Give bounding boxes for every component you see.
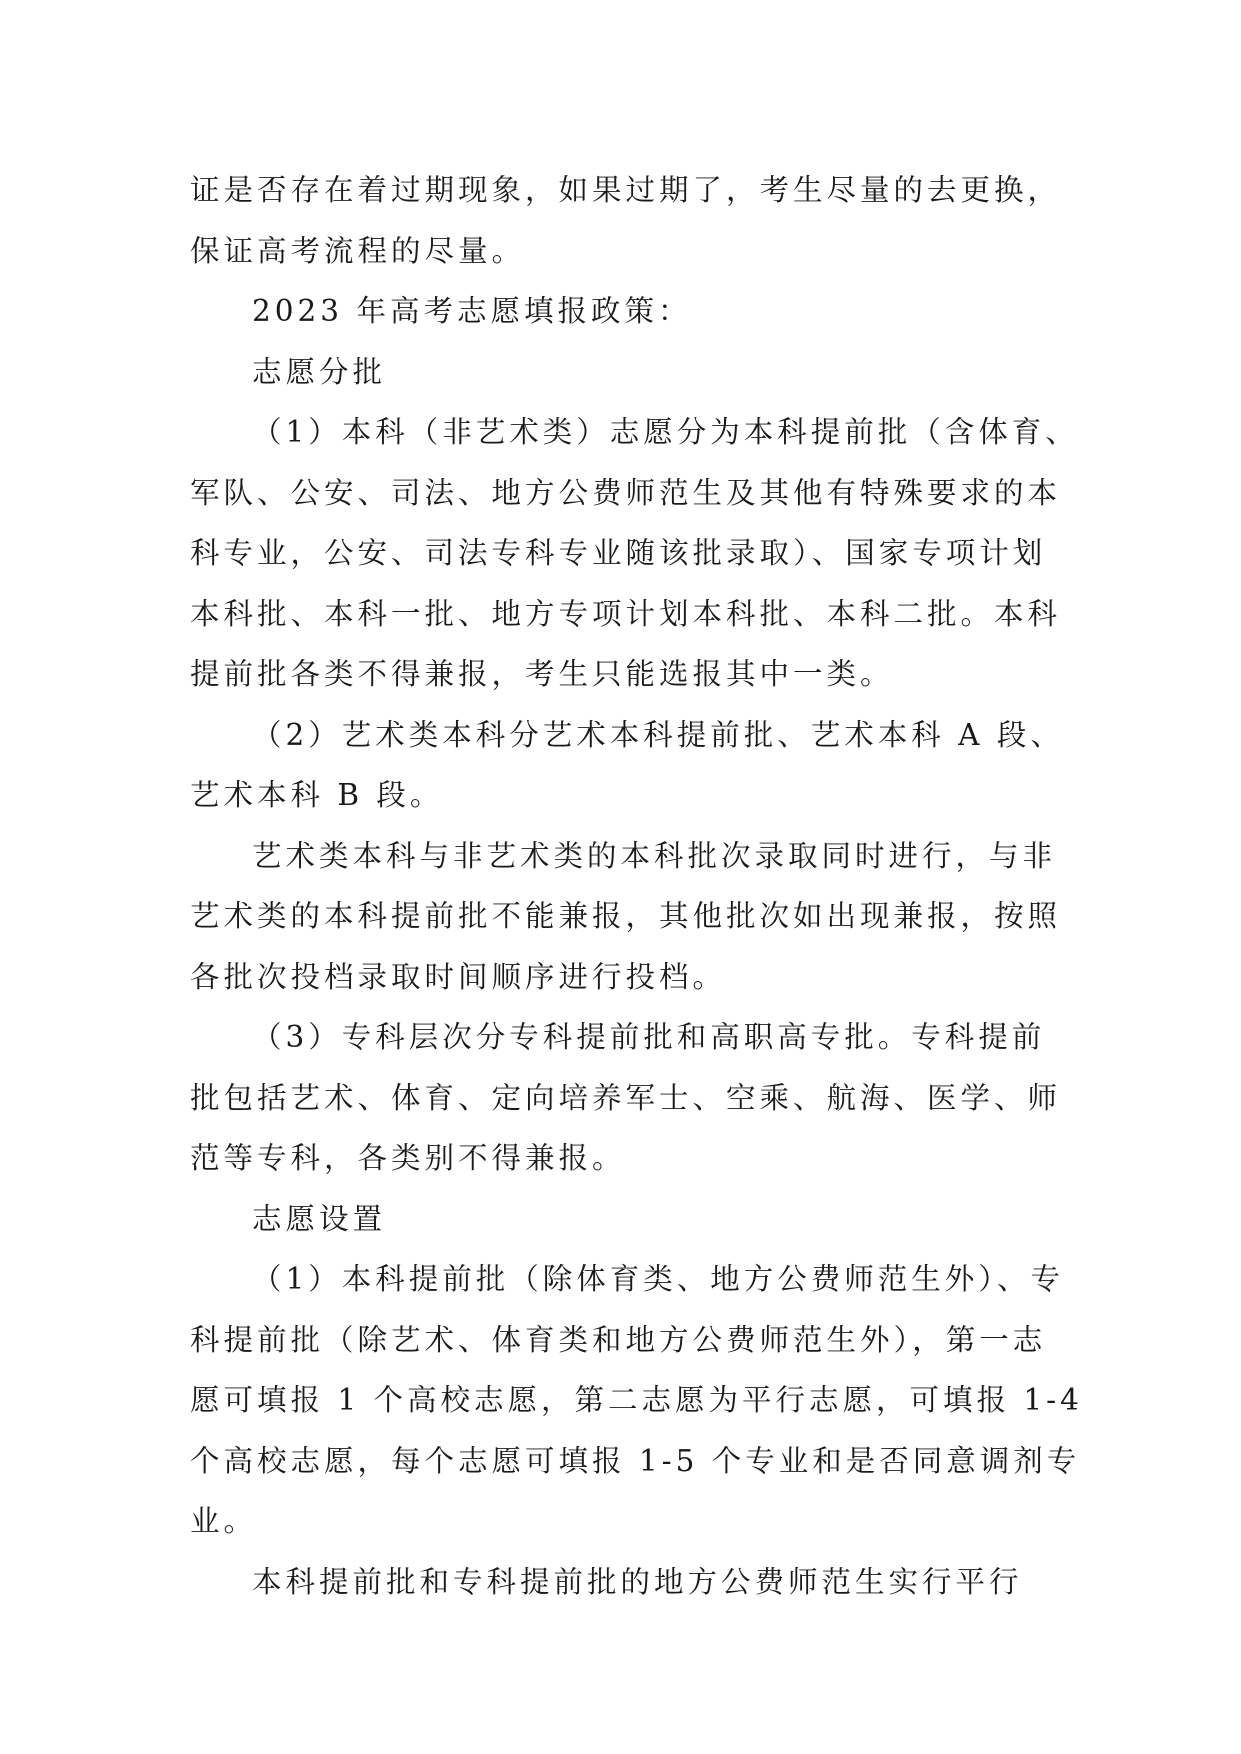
text-line: 保证高考流程的尽量。 bbox=[190, 233, 526, 268]
text-line: 艺术类的本科提前批不能兼报，其他批次如出现兼报，按照 bbox=[190, 899, 1062, 933]
text-line: 提前批各类不得兼报，考生只能选报其中一类。 bbox=[190, 657, 894, 691]
text-line: （2）艺术类本科分艺术本科提前批、艺术本科 A 段、 bbox=[252, 717, 1064, 752]
text-line: 2023 年高考志愿填报政策： bbox=[252, 294, 692, 328]
document-body bbox=[190, 160, 1083, 1612]
text-line: 志愿设置 bbox=[252, 1201, 387, 1236]
text-line: 范等专科，各类别不得兼报。 bbox=[190, 1141, 626, 1175]
text-line: 艺术本科 B 段。 bbox=[190, 778, 444, 812]
text-line: 愿可填报 1 个高校志愿，第二志愿为平行志愿，可填报 1-4 bbox=[190, 1383, 1083, 1417]
text-line: （1）本科（非艺术类）志愿分为本科提前批（含体育、 bbox=[252, 415, 1079, 449]
text-line: 科提前批（除艺术、体育类和地方公费师范生外），第一志 bbox=[190, 1322, 1047, 1357]
text-line: 本科提前批和专科提前批的地方公费师范生实行平行 bbox=[252, 1564, 1023, 1599]
text-line: 证是否存在着过期现象，如果过期了，考生尽量的去更换， bbox=[190, 173, 1062, 207]
text-line: 业。 bbox=[190, 1504, 258, 1538]
text-line: 本科批、本科一批、地方专项计划本科批、本科二批。本科 bbox=[190, 596, 1062, 631]
text-line: 志愿分批 bbox=[252, 354, 387, 389]
text-line: 军队、公安、司法、地方公费师范生及其他有特殊要求的本 bbox=[190, 475, 1062, 510]
text-line: 个高校志愿，每个志愿可填报 1-5 个专业和是否同意调剂专 bbox=[190, 1443, 1081, 1478]
text-line: 批包括艺术、体育、定向培养军士、空乘、航海、医学、师 bbox=[190, 1080, 1062, 1115]
text-line: 各批次投档录取时间顺序进行投档。 bbox=[190, 959, 727, 994]
text-line: （3）专科层次分专科提前批和高职高专批。专科提前 bbox=[252, 1020, 1046, 1054]
text-line: 艺术类本科与非艺术类的本科批次录取同时进行，与非 bbox=[252, 838, 1057, 873]
text-line: 科专业，公安、司法专科专业随该批录取）、国家专项计划 bbox=[190, 536, 1047, 570]
text-line: （1）本科提前批（除体育类、地方公费师范生外）、专 bbox=[252, 1262, 1065, 1296]
